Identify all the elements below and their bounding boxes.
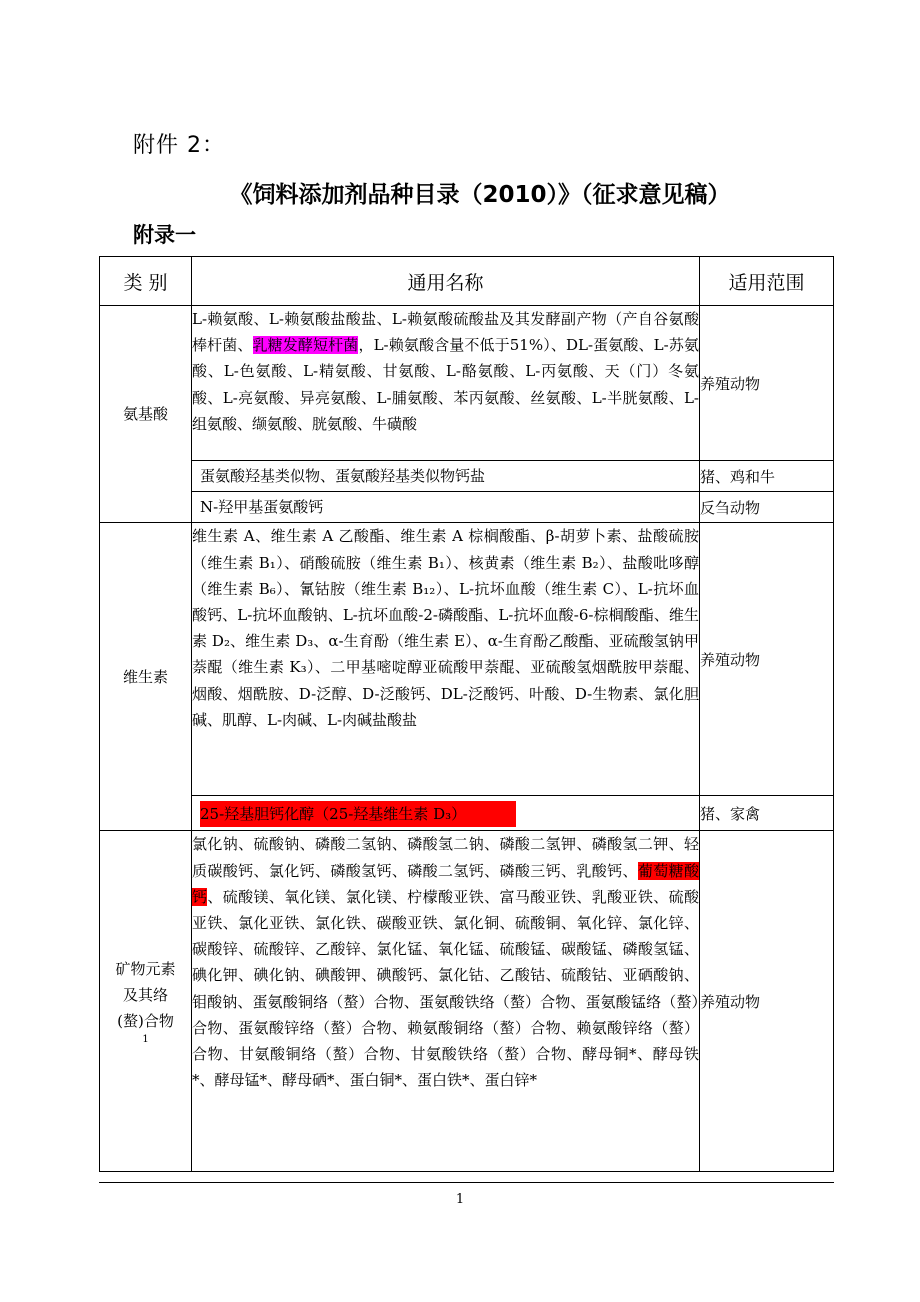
name-cell: N-羟甲基蛋氨酸钙: [192, 492, 700, 523]
table-row: [100, 831, 834, 1172]
scope-cell: 猪、家禽: [700, 796, 834, 831]
page-number: 1: [455, 1192, 465, 1207]
name-text: 、硫酸镁、氧化镁、氯化镁、柠檬酸亚铁、富马酸亚铁、乳酸亚铁、硫酸亚铁、氯化亚铁、氯化铁、碳酸亚铁、氯化铜、硫酸铜、氧化锌、氯化锌、碳酸锌、硫酸锌、乙酸锌、氯化锰、氧化锰、硫酸锰、碳酸锰、磷酸氢锰、碘化钾、碘化钠、碘酸钾、碘酸钙、氯化钴、乙酸钴、硫酸钴、亚硒酸钠、钼酸钠、蛋氨酸铜络（螯）合物、蛋氨酸铁络（螯）合物、蛋氨酸锰络（螯）合物、蛋氨酸锌络（螯）合物、赖氨酸铜络（螯）合物、赖氨酸锌络（螯）合物、甘氨酸铜络（螯）合物、甘氨酸铁络（螯）合物、酵母铜*、酵母铁*、酵母锰*、酵母硒*、蛋白铜*、蛋白铁*、蛋白锌*: [192, 887, 699, 1090]
category-cell-vitamins: 维生素: [100, 523, 192, 831]
name-cell: 蛋氨酸羟基类似物、蛋氨酸羟基类似物钙盐: [192, 461, 700, 492]
table-row: [100, 492, 834, 523]
category-line: 及其络: [122, 986, 168, 1005]
highlighted-name: 25-羟基胆钙化醇（25-羟基维生素 D₃）: [200, 801, 516, 827]
name-cell: [192, 306, 700, 461]
scope-cell: 养殖动物: [700, 523, 834, 796]
table-row: [100, 523, 834, 796]
additive-catalog-table: [99, 256, 834, 1172]
category-footnote-marker: 1: [142, 1034, 149, 1046]
category-line: (螯)合物: [117, 1012, 174, 1031]
table-header-row: [100, 257, 834, 306]
table-row: [100, 306, 834, 461]
name-cell: [192, 831, 700, 1172]
name-text: L-赖氨酸、L-赖氨酸盐酸盐、L-赖氨酸硫酸盐及其发酵副产物（产自谷氨酸棒杆菌、: [192, 310, 699, 355]
name-cell: 维生素 A、维生素 A 乙酸酯、维生素 A 棕榈酸酯、β-胡萝卜素、盐酸硫胺（维生素 B₁）、硝酸硫胺（维生素 B₁）、核黄素（维生素 B₂）、盐酸吡哆醇（维生素 B₆）、氰钴胺（维生素 B₁₂）、L-抗坏血酸（维生素 C）、L-抗坏血酸钙、L-抗坏血酸钠、L-抗坏血酸-2-磷酸酯、L-抗坏血酸-6-棕榈酸酯、维生素 D₂、维生素 D₃、α-生育酚（维生素 E）、α-生育酚乙酸酯、亚硫酸氢钠甲萘醌（维生素 K₃）、二甲基嘧啶醇亚硫酸甲萘醌、亚硫酸氢烟酰胺甲萘醌、烟酸、烟酰胺、D-泛醇、D-泛酸钙、DL-泛酸钙、叶酸、D-生物素、氯化胆碱、肌醇、L-肉碱、L-肉碱盐酸盐: [192, 523, 700, 796]
scope-cell: 猪、鸡和牛: [700, 461, 834, 492]
scope-cell: 反刍动物: [700, 492, 834, 523]
category-cell-amino-acids: 氨基酸: [100, 306, 192, 523]
attachment-label: 附件 2：: [133, 133, 225, 158]
highlighted-name: 乳糖发酵短杆菌: [252, 336, 359, 355]
column-header-scope: 适用范围: [700, 257, 834, 306]
name-text: ，L-赖氨酸含量不低于51%）、DL-蛋氨酸、L-苏氨酸、L-色氨酸、L-精氨酸、甘氨酸、L-酪氨酸、L-丙氨酸、天（门）冬氨酸、L-亮氨酸、异亮氨酸、L-脯氨酸、苯丙氨酸、丝氨酸、L-半胱氨酸、L-组氨酸、缬氨酸、胱氨酸、牛磺酸: [192, 336, 699, 433]
table-row: [100, 461, 834, 492]
category-line: 矿物元素: [115, 960, 176, 979]
table-row: [100, 796, 834, 831]
highlighted-name: 葡萄糖酸钙: [192, 861, 699, 906]
column-header-category: 类 别: [100, 257, 192, 306]
name-cell: [192, 796, 700, 831]
category-cell-minerals: [100, 831, 192, 1172]
scope-cell: 养殖动物: [700, 831, 834, 1172]
name-text: 氯化钠、硫酸钠、磷酸二氢钠、磷酸氢二钠、磷酸二氢钾、磷酸氢二钾、轻质碳酸钙、氯化钙、磷酸氢钙、磷酸二氢钙、磷酸三钙、乳酸钙、: [192, 835, 699, 880]
appendix-label: 附录一: [133, 223, 196, 247]
column-header-name: 通用名称: [192, 257, 700, 306]
document-title: 《饲料添加剂品种目录（2010）》（征求意见稿）: [229, 182, 731, 208]
scope-cell: 养殖动物: [700, 306, 834, 461]
table-bottom-rule: [99, 1182, 834, 1183]
